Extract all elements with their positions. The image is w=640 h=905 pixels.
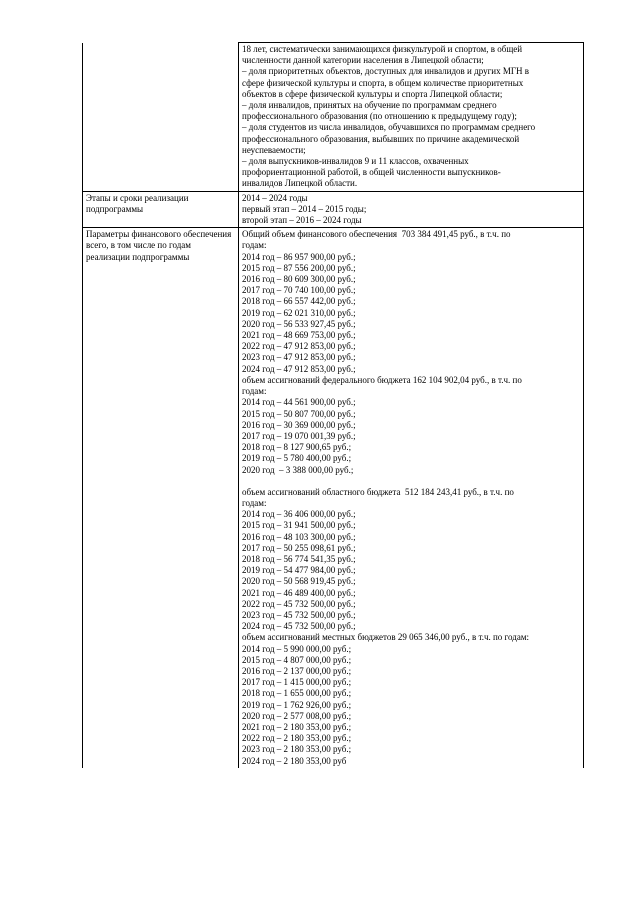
text-line: 2018 год – 66 557 442,00 руб.; <box>242 296 356 307</box>
subprogram-passport-table <box>82 42 584 768</box>
text-line: объем ассигнований областного бюджета 512 184 243,41 руб., в т.ч. по <box>242 486 514 497</box>
text-line: сфере физической культуры и спорта, в общем количестве приоритетных <box>242 77 524 88</box>
text-line: 2022 год – 45 732 500,00 руб.; <box>242 598 356 609</box>
text-line: 2022 год – 47 912 853,00 руб.; <box>242 341 356 352</box>
text-line: годам: <box>242 497 267 508</box>
text-line: – доля приоритетных объектов, доступных для инвалидов и других МГН в <box>242 66 530 77</box>
text-line: 2020 год – 56 533 927,45 руб.; <box>242 318 356 329</box>
text-line: 2014 год – 44 561 900,00 руб.; <box>242 397 356 408</box>
text-line: первый этап – 2014 – 2015 годы; <box>242 203 367 214</box>
text-line: профессионального образования (по отношению к предыдущему году); <box>242 111 517 122</box>
text-line: 2021 год – 48 669 753,00 руб.; <box>242 330 356 341</box>
text-line: годам: <box>242 240 267 251</box>
text-line: профориентационной работой, в общей численности выпускников- <box>242 167 501 178</box>
text-line: 2021 год – 46 489 400,00 руб.; <box>242 587 356 598</box>
text-line: объем ассигнований федерального бюджета 162 104 902,04 руб., в т.ч. по <box>242 374 522 385</box>
text-line: 2015 год – 4 807 000,00 руб.; <box>242 654 352 665</box>
text-line: 2016 год – 48 103 300,00 руб.; <box>242 531 356 542</box>
text-line: 2019 год – 54 477 984,00 руб.; <box>242 565 356 576</box>
goals-lines <box>242 44 580 190</box>
text-line: профессионального образования, выбывших по причине академической <box>242 133 520 144</box>
text-line: 2019 год – 1 762 926,00 руб.; <box>242 699 352 710</box>
text-line: 2020 год – 3 388 000,00 руб.; <box>242 464 354 475</box>
text-line: – доля инвалидов, принятых на обучение по программам среднего <box>242 100 497 111</box>
finance-federal-block <box>242 375 580 476</box>
text-line: 2019 год – 62 021 310,00 руб.; <box>242 307 356 318</box>
text-line: Общий объем финансового обеспечения 703 384 491,45 руб., в т.ч. по <box>242 229 511 240</box>
text-line: объем ассигнований местных бюджетов 29 065 346,00 руб., в т.ч. по годам: <box>242 632 530 643</box>
text-line: 2024 год – 47 912 853,00 руб.; <box>242 363 356 374</box>
text-line: 18 лет, систематически занимающихся физкультурой и спортом, в общей <box>242 44 523 54</box>
text-line: 2021 год – 2 180 353,00 руб.; <box>242 721 352 732</box>
text-line: – доля студентов из числа инвалидов, обучавшихся по программам среднего <box>242 122 536 133</box>
finance-label: Параметры финансового обеспечения всего, в том числе по годам реализации подпрограммы <box>83 228 239 768</box>
text-line: 2015 год – 31 941 500,00 руб.; <box>242 520 356 531</box>
text-line: 2016 год – 30 369 000,00 руб.; <box>242 419 356 430</box>
text-line: 2016 год – 2 137 000,00 руб.; <box>242 665 352 676</box>
text-line: неуспеваемости; <box>242 144 306 155</box>
text-line: 2024 год – 2 180 353,00 руб <box>242 755 347 766</box>
text-line: второй этап – 2016 – 2024 годы <box>242 215 362 226</box>
text-line: 2015 год – 50 807 700,00 руб.; <box>242 408 356 419</box>
text-line: 2018 год – 56 774 541,35 руб.; <box>242 553 356 564</box>
text-line: 2019 год – 5 780 400,00 руб.; <box>242 453 352 464</box>
goals-indicators-cell <box>239 43 584 192</box>
stages-lines <box>242 193 580 227</box>
text-line: 2014 год – 36 406 000,00 руб.; <box>242 509 356 520</box>
finance-row <box>83 228 584 768</box>
text-line: 2024 год – 45 732 500,00 руб.; <box>242 621 356 632</box>
text-line: инвалидов Липецкой области. <box>242 178 358 189</box>
text-line: 2017 год – 1 415 000,00 руб.; <box>242 677 352 688</box>
text-line: 2016 год – 80 609 300,00 руб.; <box>242 274 356 285</box>
text-line: 2017 год – 50 255 098,61 руб.; <box>242 542 356 553</box>
text-line: 2023 год – 47 912 853,00 руб.; <box>242 352 356 363</box>
stages-label: Этапы и сроки реализации подпрограммы <box>83 191 239 228</box>
text-line: 2023 год – 2 180 353,00 руб.; <box>242 744 352 755</box>
text-line: 2017 год – 19 070 001,39 руб.; <box>242 430 356 441</box>
stages-row <box>83 191 584 228</box>
goals-row <box>83 43 584 192</box>
text-line: 2014 год – 5 990 000,00 руб.; <box>242 643 352 654</box>
goals-label-cell <box>83 43 239 192</box>
finance-regional-block <box>242 487 580 633</box>
text-line: численности данной категории населения в Липецкой области; <box>242 55 484 66</box>
text-line: 2023 год – 45 732 500,00 руб.; <box>242 609 356 620</box>
text-line: – доля выпускников-инвалидов 9 и 11 классов, охваченных <box>242 156 469 167</box>
finance-value-cell <box>239 228 584 768</box>
text-line: объектов в сфере физической культуры и спорта Липецкой области; <box>242 88 503 99</box>
text-line: 2018 год – 8 127 900,65 руб.; <box>242 442 352 453</box>
text-line: 2015 год – 87 556 200,00 руб.; <box>242 262 356 273</box>
finance-local-block <box>242 632 580 766</box>
stages-value-cell <box>239 191 584 228</box>
text-line: 2020 год – 50 568 919,45 руб.; <box>242 576 356 587</box>
text-line: 2022 год – 2 180 353,00 руб.; <box>242 733 352 744</box>
finance-total-block <box>242 229 580 375</box>
text-line: 2018 год – 1 655 000,00 руб.; <box>242 688 352 699</box>
text-line: 2017 год – 70 740 100,00 руб.; <box>242 285 356 296</box>
blank-line <box>242 476 580 487</box>
text-line: 2020 год – 2 577 008,00 руб.; <box>242 710 352 721</box>
text-line: годам: <box>242 386 267 397</box>
text-line: 2014 год – 86 957 900,00 руб.; <box>242 251 356 262</box>
text-line: 2014 – 2024 годы <box>242 192 308 203</box>
